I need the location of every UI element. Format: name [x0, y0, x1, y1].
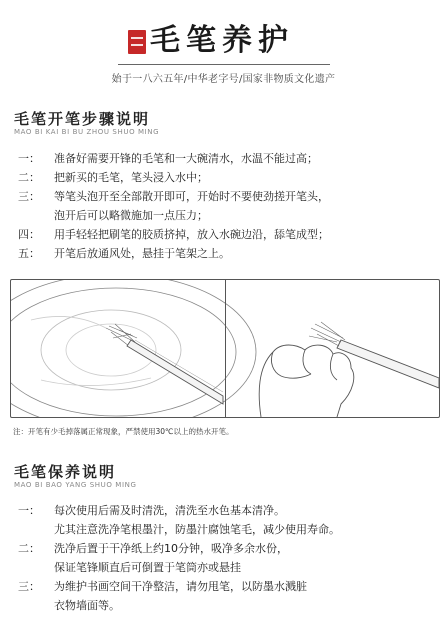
- step-label: 一：: [18, 152, 40, 165]
- step-text: 用手轻轻把刷笔的胶质挤掉，放入水碗边沿，舔笔成型；: [54, 228, 329, 241]
- step-text: 为维护书画空间干净整洁，请勿甩笔，以防墨水溅脏: [54, 580, 307, 593]
- step-text: 每次使用后需及时清洗，清洗至水色基本清净。: [54, 504, 285, 517]
- care-steps-list: [18, 501, 441, 615]
- opening-steps-list: [18, 149, 441, 263]
- step-text-continued: 泡开后可以略微施加一点压力；: [54, 209, 208, 222]
- section-opening-subtitle: MAO BI KAI BI BU ZHOU SHUO MING: [14, 128, 160, 136]
- step-label: 二：: [18, 542, 40, 555]
- seal-logo: [128, 30, 146, 54]
- step-text: 把新买的毛笔，笔头浸入水中；: [54, 171, 208, 184]
- step-label: 二：: [18, 171, 40, 184]
- step-text-continued: 衣物墙面等。: [54, 599, 120, 612]
- step-text: 洗净后置于干净纸上约10分钟，吸净多余水份，: [54, 542, 288, 555]
- step-label: 一：: [18, 504, 40, 517]
- step-text: 等笔头泡开至全部散开即可，开始时不要使劲搓开笔头，: [54, 190, 329, 203]
- step-label: 三：: [18, 580, 40, 593]
- step-text: 准备好需要开锋的毛笔和一大碗清水，水温不能过高；: [54, 152, 318, 165]
- panel-divider: [225, 280, 226, 417]
- page-subtitle: 始于一八六五年/中华老字号/国家非物质文化遗产: [111, 74, 336, 85]
- step-text: 开笔后放通风处，悬挂于笔架之上。: [54, 247, 230, 260]
- step-text-continued: 尤其注意洗净笔根墨汁，防墨汁腐蚀笔毛，减少使用寿命。: [54, 523, 340, 536]
- section-care-title: 毛笔保养说明: [14, 463, 117, 481]
- page-title: 毛笔养护: [150, 23, 294, 58]
- title-divider: [118, 64, 330, 65]
- list-item: [18, 225, 441, 244]
- list-item: [18, 149, 441, 168]
- brush-opening-illustration: [10, 279, 440, 418]
- step-label: 四：: [18, 228, 40, 241]
- list-item: [18, 539, 441, 577]
- step-label: 五：: [18, 247, 40, 260]
- list-item: [18, 187, 441, 225]
- list-item: [18, 168, 441, 187]
- section-opening-title: 毛笔开笔步骤说明: [14, 110, 151, 128]
- list-item: [18, 501, 441, 539]
- list-item: [18, 577, 441, 615]
- step-text-continued: 保证笔锋顺直后可倒置于笔筒亦或悬挂: [54, 561, 241, 574]
- step-label: 三：: [18, 190, 40, 203]
- section-care-subtitle: MAO BI BAO YANG SHUO MING: [14, 481, 137, 489]
- caution-note: 注：开笔有少毛掉落属正常现象，严禁使用30℃以上的热水开笔。: [13, 427, 234, 436]
- list-item: [18, 244, 441, 263]
